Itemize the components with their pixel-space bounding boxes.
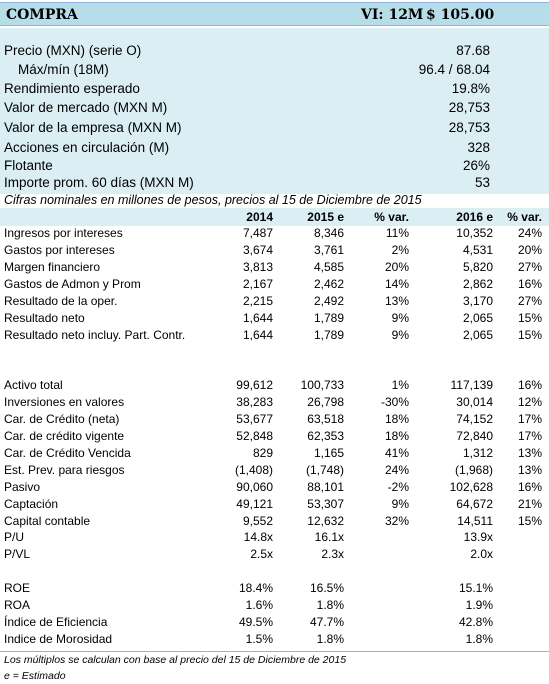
footnote-multiples: Los múltiplos se calculan con base al precio del 15 de Diciembre de 2015: [4, 654, 347, 666]
row-label: P/VL: [4, 547, 31, 561]
cell-2016e: 1.8%: [465, 632, 493, 646]
cell-2016e: 2,065: [462, 311, 493, 325]
summary-row: [0, 175, 549, 194]
row-label: Margen financiero: [4, 260, 101, 274]
summary-row: [0, 120, 549, 139]
table-row: [0, 632, 549, 649]
cell-2014: 829: [252, 446, 273, 460]
cell-2015e: 1.8%: [316, 598, 344, 612]
row-label: Car. de crédito vigente: [4, 429, 125, 443]
cell-2015e: 16.1x: [314, 530, 344, 544]
cell-2015e: (1,748): [305, 463, 344, 477]
row-label: Car. de Crédito (neta): [4, 412, 120, 426]
cell-var-2015: 11%: [385, 226, 409, 240]
summary-panel: [0, 28, 549, 194]
cell-2016e: 10,352: [456, 226, 493, 240]
row-label: Resultado neto incluy. Part. Contr.: [4, 328, 186, 342]
cell-var-2015: 18%: [384, 429, 409, 443]
cell-var-2015: 9%: [391, 328, 409, 342]
cell-2015e: 88,101: [307, 480, 344, 494]
row-label: Car. de Crédito Vencida: [4, 446, 131, 460]
cell-var-2016: 21%: [517, 497, 542, 511]
cell-var-2016: 12%: [517, 395, 542, 409]
cell-2014: 49,121: [236, 497, 273, 511]
table-row: [0, 395, 549, 412]
cell-2014: 18.4%: [238, 581, 273, 595]
cell-var-2016: 15%: [517, 328, 542, 342]
cell-2014: 49.5%: [238, 615, 273, 629]
cell-var-2016: 20%: [517, 243, 542, 257]
cell-var-2015: 18%: [384, 412, 409, 426]
cell-var-2015: 32%: [384, 514, 409, 528]
cell-2014: 99,612: [236, 378, 273, 392]
summary-row: [0, 81, 549, 100]
summary-label: Importe prom. 60 días (MXN M): [4, 175, 194, 190]
summary-label: Acciones en circulación (M): [4, 140, 170, 155]
table-header: [0, 208, 549, 226]
cell-2014: 1.6%: [245, 598, 273, 612]
row-label: Capital contable: [4, 514, 91, 528]
cell-var-2016: 16%: [517, 277, 542, 291]
table-row: [0, 463, 549, 480]
cell-2014: 1,644: [242, 328, 273, 342]
table-row: [0, 598, 549, 615]
row-label: Est. Prev. para riesgos: [4, 463, 125, 477]
cell-2016e: 64,672: [456, 497, 493, 511]
divider: [0, 651, 549, 652]
cell-var-2015: -30%: [380, 395, 409, 409]
table-row: [0, 294, 549, 311]
cell-2015e: 1.8%: [316, 632, 344, 646]
cell-2014: 2,215: [242, 294, 273, 308]
footnote-estimate: e = Estimado: [4, 670, 66, 682]
cell-var-2016: 17%: [517, 412, 542, 426]
summary-label: Valor de mercado (MXN M): [4, 100, 168, 115]
summary-label: Rendimiento esperado: [4, 81, 140, 96]
cell-var-2015: 13%: [384, 294, 409, 308]
cell-var-2015: 9%: [391, 497, 409, 511]
cell-2016e: 14,511: [457, 514, 493, 528]
summary-label: Valor de la empresa (MXN M): [4, 120, 182, 135]
cell-2015e: 53,307: [307, 497, 344, 511]
summary-row: [0, 100, 549, 119]
table-row: [0, 615, 549, 632]
cell-var-2016: 13%: [517, 463, 542, 477]
table-row: [0, 412, 549, 429]
table-row: [0, 328, 549, 345]
row-label: Inversiones en valores: [4, 395, 125, 409]
column-header-2014: 2014: [246, 210, 273, 224]
cell-var-2016: 16%: [517, 480, 542, 494]
table-row: [0, 514, 549, 531]
table-row: [0, 480, 549, 497]
cell-2016e: 1.9%: [465, 598, 493, 612]
cell-2016e: 13.9x: [463, 530, 493, 544]
cell-2015e: 62,353: [307, 429, 344, 443]
cell-2016e: 15.1%: [458, 581, 493, 595]
cell-var-2015: 24%: [384, 463, 409, 477]
summary-row: [0, 62, 549, 81]
summary-row: [0, 140, 549, 159]
table-row: [0, 243, 549, 260]
row-label: Gastos de Admon y Prom: [4, 277, 141, 291]
row-label: Pasivo: [4, 480, 41, 494]
summary-label: Precio (MXN) (serie O): [4, 43, 142, 58]
cell-2016e: 3,170: [462, 294, 493, 308]
summary-label: Flotante: [4, 158, 53, 173]
cell-2015e: 2.3x: [321, 547, 344, 561]
recommendation-title: COMPRA: [6, 7, 78, 23]
row-label: Gastos por intereses: [4, 243, 115, 257]
header-bar: [0, 2, 549, 26]
column-header-var-2015: % var.: [374, 210, 409, 224]
cell-2015e: 1,165: [313, 446, 344, 460]
cell-2015e: 1,789: [313, 328, 344, 342]
cell-2015e: 26,798: [307, 395, 344, 409]
row-label: Resultado neto: [4, 311, 85, 325]
summary-value: 28,753: [448, 100, 490, 115]
cell-var-2016: 27%: [517, 260, 542, 274]
summary-value: 53: [474, 175, 490, 190]
cell-2014: 1,644: [242, 311, 273, 325]
cell-2016e: 30,014: [456, 395, 493, 409]
summary-value: 96.4 / 68.04: [418, 62, 490, 77]
row-label: ROA: [4, 598, 31, 612]
summary-value: 328: [467, 140, 490, 155]
cell-var-2016: 17%: [517, 429, 542, 443]
cell-var-2016: 16%: [517, 378, 542, 392]
column-header-2015e: 2015 e: [307, 210, 344, 224]
cell-2016e: 117,139: [450, 378, 493, 392]
table-row: [0, 260, 549, 277]
cell-var-2015: 14%: [384, 277, 409, 291]
cell-2016e: 1,312: [462, 446, 493, 460]
cell-2016e: 5,820: [462, 260, 493, 274]
summary-value: 19.8%: [451, 81, 490, 96]
cell-2016e: 74,152: [456, 412, 493, 426]
row-label: Ingresos por intereses: [4, 226, 123, 240]
cell-var-2015: 9%: [391, 311, 409, 325]
row-label: P/U: [4, 530, 25, 544]
cell-var-2015: 41%: [384, 446, 409, 460]
row-label: ROE: [4, 581, 31, 595]
row-label: Captación: [4, 497, 59, 511]
cell-2015e: 1,789: [313, 311, 344, 325]
cell-2014: 9,552: [242, 514, 273, 528]
table-row: [0, 581, 549, 598]
row-label: Resultado de la oper.: [4, 294, 118, 308]
cell-2014: 1.5%: [245, 632, 273, 646]
cell-var-2015: -2%: [387, 480, 409, 494]
cell-var-2016: 13%: [517, 446, 542, 460]
table-row: [0, 378, 549, 395]
summary-label: Máx/mín (18M): [18, 62, 109, 77]
row-label: Activo total: [4, 378, 63, 392]
table-row: [0, 277, 549, 294]
cell-var-2016: 27%: [517, 294, 542, 308]
cell-2014: 3,674: [242, 243, 273, 257]
summary-value: 87.68: [456, 43, 490, 58]
cell-2015e: 3,761: [313, 243, 344, 257]
summary-value: 26%: [462, 158, 490, 173]
row-label: Indice de Morosidad: [4, 632, 113, 646]
cell-2015e: 4,585: [313, 260, 344, 274]
cell-2016e: 2.0x: [470, 547, 493, 561]
cell-2014: 38,283: [236, 395, 273, 409]
cell-2014: 2.5x: [250, 547, 273, 561]
cell-2015e: 12,632: [307, 514, 344, 528]
row-label: Índice de Eficiencia: [4, 615, 108, 629]
cell-2016e: (1,968): [454, 463, 493, 477]
cell-2015e: 16.5%: [309, 581, 344, 595]
figures-note: Cifras nominales en millones de pesos, precios al 15 de Diciembre de 2015: [4, 193, 422, 207]
cell-var-2016: 15%: [517, 514, 542, 528]
cell-2016e: 2,065: [462, 328, 493, 342]
cell-2016e: 2,862: [462, 277, 493, 291]
cell-var-2016: 24%: [517, 226, 542, 240]
table-row: [0, 497, 549, 514]
table-row: [0, 311, 549, 328]
cell-2015e: 63,518: [307, 412, 344, 426]
cell-2014: 90,060: [236, 480, 273, 494]
table-row: [0, 530, 549, 547]
cell-2016e: 4,531: [462, 243, 493, 257]
cell-2015e: 47.7%: [309, 615, 344, 629]
summary-value: 28,753: [448, 120, 490, 135]
target-horizon-label: VI: 12M: [361, 7, 424, 23]
table-row: [0, 226, 549, 243]
cell-2015e: 100,733: [300, 378, 344, 392]
target-price: $ 105.00: [426, 7, 495, 23]
cell-var-2016: 15%: [517, 311, 542, 325]
column-header-var-2016: % var.: [507, 210, 542, 224]
summary-row: [0, 43, 549, 62]
cell-2015e: 8,346: [313, 226, 344, 240]
cell-2016e: 42.8%: [458, 615, 493, 629]
cell-2014: (1,408): [234, 463, 273, 477]
cell-2015e: 2,462: [313, 277, 344, 291]
cell-var-2015: 1%: [391, 378, 409, 392]
cell-2014: 52,848: [236, 429, 273, 443]
cell-2014: 14.8x: [243, 530, 273, 544]
table-row: [0, 446, 549, 463]
cell-2016e: 102,628: [449, 480, 493, 494]
table-row: [0, 547, 549, 564]
table-row: [0, 429, 549, 446]
cell-2014: 2,167: [242, 277, 273, 291]
cell-2014: 7,487: [242, 226, 273, 240]
column-header-2016e: 2016 e: [456, 210, 493, 224]
cell-var-2015: 2%: [391, 243, 409, 257]
cell-2015e: 2,492: [313, 294, 344, 308]
cell-2014: 53,677: [236, 412, 273, 426]
cell-2014: 3,813: [242, 260, 273, 274]
cell-var-2015: 20%: [384, 260, 409, 274]
cell-2016e: 72,840: [456, 429, 493, 443]
